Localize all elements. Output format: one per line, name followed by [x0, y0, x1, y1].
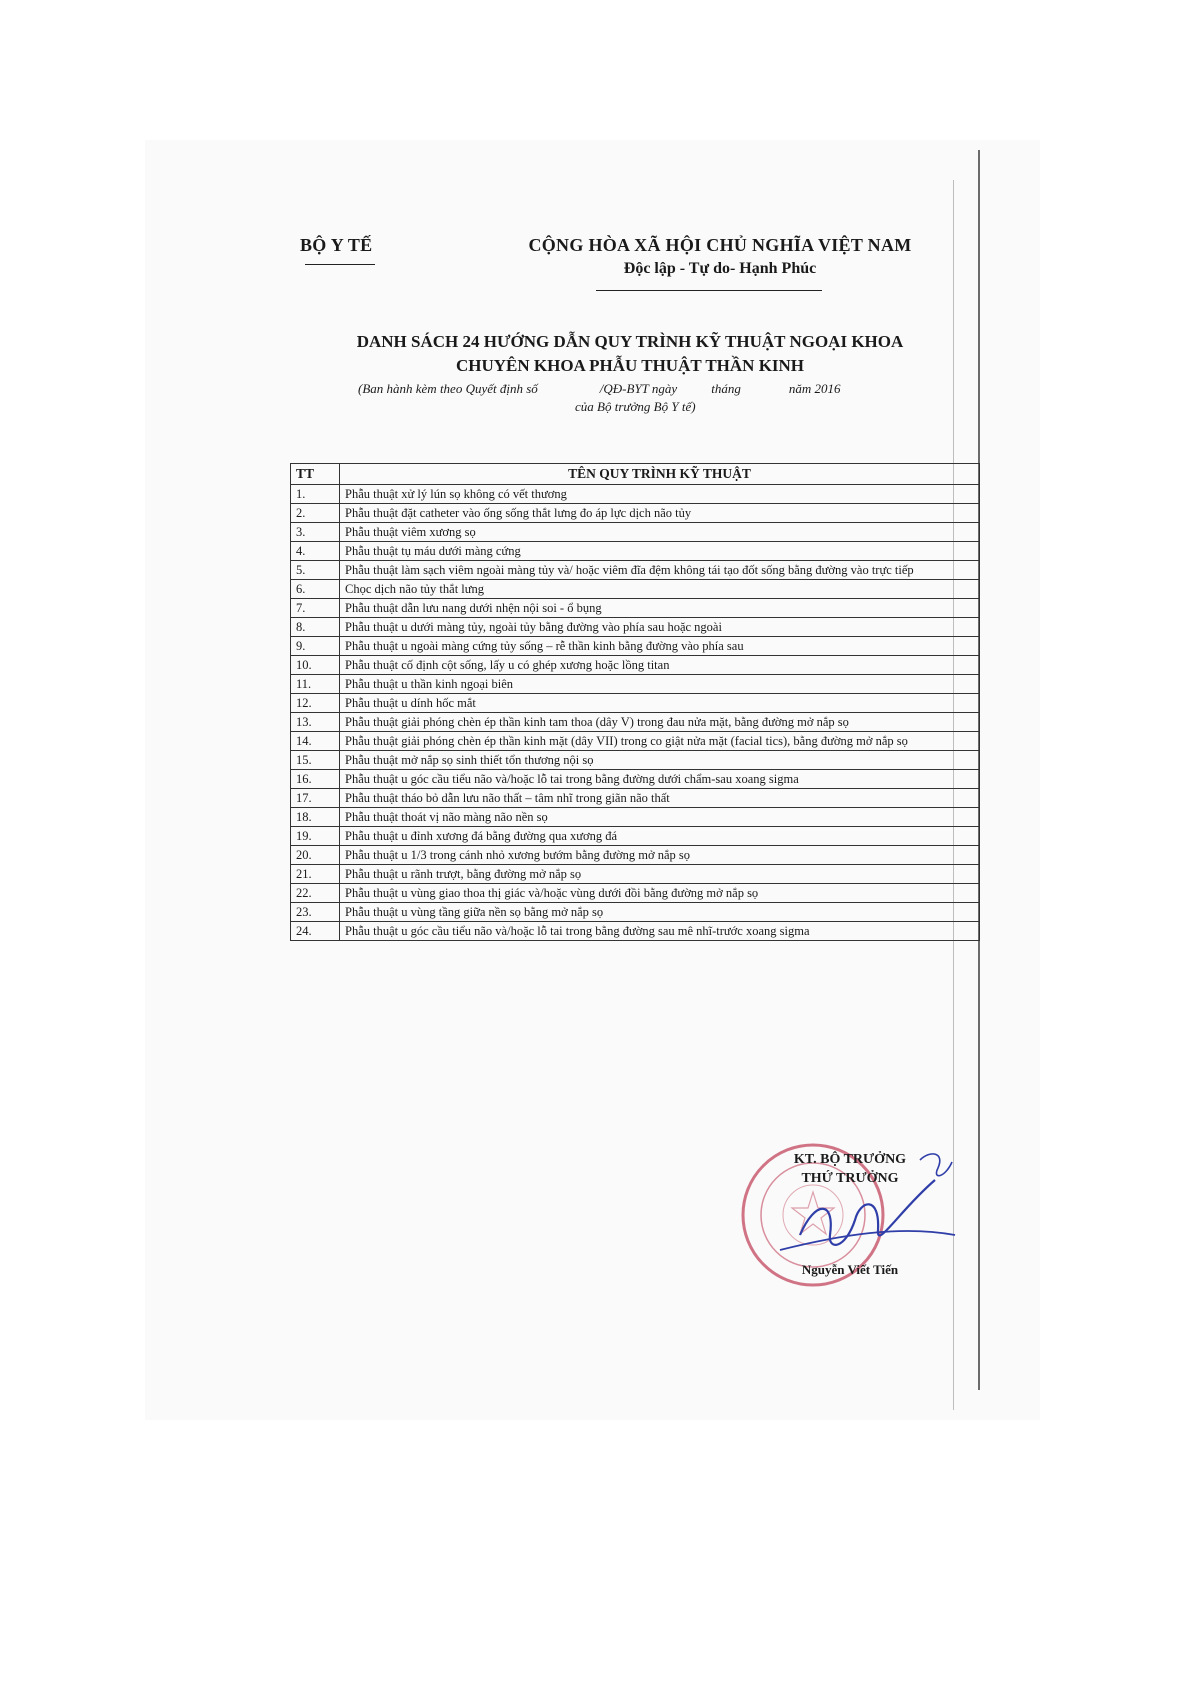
- procedure-name: Phẫu thuật giải phóng chèn ép thần kinh tam thoa (dây V) trong đau nửa mặt, bằng đường mở nắp sọ: [340, 713, 980, 732]
- row-number: 11.: [291, 675, 340, 694]
- table-row: [291, 675, 980, 694]
- procedure-name: Phẫu thuật tháo bỏ dẫn lưu não thất – tâm nhĩ trong giãn não thất: [340, 789, 980, 808]
- row-number: 2.: [291, 504, 340, 523]
- table-row: [291, 580, 980, 599]
- row-number: 14.: [291, 732, 340, 751]
- row-number: 12.: [291, 694, 340, 713]
- table-row: [291, 827, 980, 846]
- table-row: [291, 618, 980, 637]
- row-number: 5.: [291, 561, 340, 580]
- issuance-note: [300, 380, 960, 416]
- table-row: [291, 523, 980, 542]
- signature-block: [740, 1150, 960, 1188]
- procedure-name: Phẫu thuật u vùng giao thoa thị giác và/hoặc vùng dưới đồi bằng đường mở nắp sọ: [340, 884, 980, 903]
- procedure-name: Phẫu thuật u dính hốc mắt: [340, 694, 980, 713]
- table-row: [291, 694, 980, 713]
- row-number: 9.: [291, 637, 340, 656]
- issuance-part-4: năm 2016: [788, 381, 841, 396]
- procedure-name: Phẫu thuật tụ máu dưới màng cứng: [340, 542, 980, 561]
- ministry-name: BỘ Y TẾ: [300, 235, 373, 255]
- table-row: [291, 485, 980, 504]
- table-row: [291, 713, 980, 732]
- procedure-name: Phẫu thuật u rãnh trượt, bằng đường mở nắp sọ: [340, 865, 980, 884]
- procedure-name: Phẫu thuật u góc cầu tiểu não và/hoặc lỗ tai trong bằng đường sau mê nhĩ-trước xoang sigma: [340, 922, 980, 941]
- title-line-1: DANH SÁCH 24 HƯỚNG DẪN QUY TRÌNH KỸ THUẬT NGOẠI KHOA: [356, 332, 904, 351]
- procedure-table-body: [291, 485, 980, 941]
- column-header-tt: TT: [291, 464, 340, 485]
- row-number: 16.: [291, 770, 340, 789]
- procedure-name: Phẫu thuật xử lý lún sọ không có vết thương: [340, 485, 980, 504]
- table-row: [291, 504, 980, 523]
- row-number: 7.: [291, 599, 340, 618]
- row-number: 8.: [291, 618, 340, 637]
- table-row: [291, 656, 980, 675]
- row-number: 17.: [291, 789, 340, 808]
- row-number: 10.: [291, 656, 340, 675]
- row-number: 20.: [291, 846, 340, 865]
- republic-name: CỘNG HÒA XÃ HỘI CHỦ NGHĨA VIỆT NAM: [528, 235, 912, 255]
- row-number: 19.: [291, 827, 340, 846]
- procedure-name: Phẫu thuật u vùng tầng giữa nền sọ bằng mở nắp sọ: [340, 903, 980, 922]
- issuance-line-2: của Bộ trưởng Bộ Y tế): [575, 399, 696, 414]
- procedure-name: Phẫu thuật cố định cột sống, lấy u có ghép xương hoặc lồng titan: [340, 656, 980, 675]
- procedure-name: Phẫu thuật thoát vị não màng não nền sọ: [340, 808, 980, 827]
- procedure-name: Phẫu thuật giải phóng chèn ép thần kinh mặt (dây VII) trong co giật nửa mặt (facial tics), bằng đường mở nắp sọ: [340, 732, 980, 751]
- procedure-name: Phẫu thuật làm sạch viêm ngoài màng tủy và/ hoặc viêm đĩa đệm không tái tạo đốt sống bằng đường vào trực tiếp: [340, 561, 980, 580]
- procedure-name: Phẫu thuật dẫn lưu nang dưới nhện nội soi - ổ bụng: [340, 599, 980, 618]
- procedure-name: Phẫu thuật viêm xương sọ: [340, 523, 980, 542]
- national-motto: Độc lập - Tự do- Hạnh Phúc: [623, 260, 817, 277]
- row-number: 3.: [291, 523, 340, 542]
- issuance-part-2: /QĐ-BYT ngày: [599, 381, 678, 396]
- procedure-name: Phẫu thuật u đỉnh xương đá bằng đường qua xương đá: [340, 827, 980, 846]
- signature-title-2: THỨ TRƯỞNG: [801, 1171, 899, 1186]
- procedure-name: Phẫu thuật u góc cầu tiểu não và/hoặc lỗ tai trong bằng đường dưới chẩm-sau xoang sigma: [340, 770, 980, 789]
- table-row: [291, 770, 980, 789]
- row-number: 23.: [291, 903, 340, 922]
- table-row: [291, 542, 980, 561]
- table-row: [291, 846, 980, 865]
- signer-name: Nguyễn Viết Tiến: [801, 1262, 899, 1277]
- column-header-name: TÊN QUY TRÌNH KỸ THUẬT: [340, 464, 980, 485]
- procedure-name: Phẫu thuật u 1/3 trong cánh nhỏ xương bướm bằng đường mở nắp sọ: [340, 846, 980, 865]
- table-row: [291, 637, 980, 656]
- row-number: 21.: [291, 865, 340, 884]
- table-row: [291, 561, 980, 580]
- procedure-name: Chọc dịch não tủy thắt lưng: [340, 580, 980, 599]
- row-number: 4.: [291, 542, 340, 561]
- table-row: [291, 903, 980, 922]
- table-row: [291, 751, 980, 770]
- issuance-line-1: [300, 380, 960, 398]
- row-number: 6.: [291, 580, 340, 599]
- table-row: [291, 884, 980, 903]
- row-number: 24.: [291, 922, 340, 941]
- table-row: [291, 808, 980, 827]
- procedure-name: Phẫu thuật mở nắp sọ sinh thiết tổn thương nội sọ: [340, 751, 980, 770]
- procedure-name: Phẫu thuật u ngoài màng cứng tủy sống – rễ thần kinh bằng đường vào phía sau: [340, 637, 980, 656]
- table-row: [291, 922, 980, 941]
- ministry-underline: [305, 264, 375, 265]
- row-number: 13.: [291, 713, 340, 732]
- issuance-part-3: tháng: [711, 381, 741, 396]
- procedure-name: Phẫu thuật u dưới màng tủy, ngoài tủy bằng đường vào phía sau hoặc ngoài: [340, 618, 980, 637]
- procedure-table: [290, 463, 980, 941]
- table-header-row: [291, 464, 980, 485]
- row-number: 18.: [291, 808, 340, 827]
- procedure-name: Phẫu thuật đặt catheter vào ống sống thắt lưng đo áp lực dịch não tủy: [340, 504, 980, 523]
- document-title: [300, 330, 960, 378]
- table-row: [291, 789, 980, 808]
- table-row: [291, 599, 980, 618]
- row-number: 22.: [291, 884, 340, 903]
- table-row: [291, 732, 980, 751]
- motto-underline: [596, 290, 822, 291]
- row-number: 1.: [291, 485, 340, 504]
- signature-title-1: KT. BỘ TRƯỞNG: [793, 1152, 907, 1167]
- table-row: [291, 865, 980, 884]
- title-line-2: CHUYÊN KHOA PHẪU THUẬT THẦN KINH: [455, 356, 805, 375]
- row-number: 15.: [291, 751, 340, 770]
- national-header: [500, 235, 940, 278]
- issuance-part-1: (Ban hành kèm theo Quyết định số: [358, 381, 538, 396]
- procedure-name: Phẫu thuật u thần kinh ngoại biên: [340, 675, 980, 694]
